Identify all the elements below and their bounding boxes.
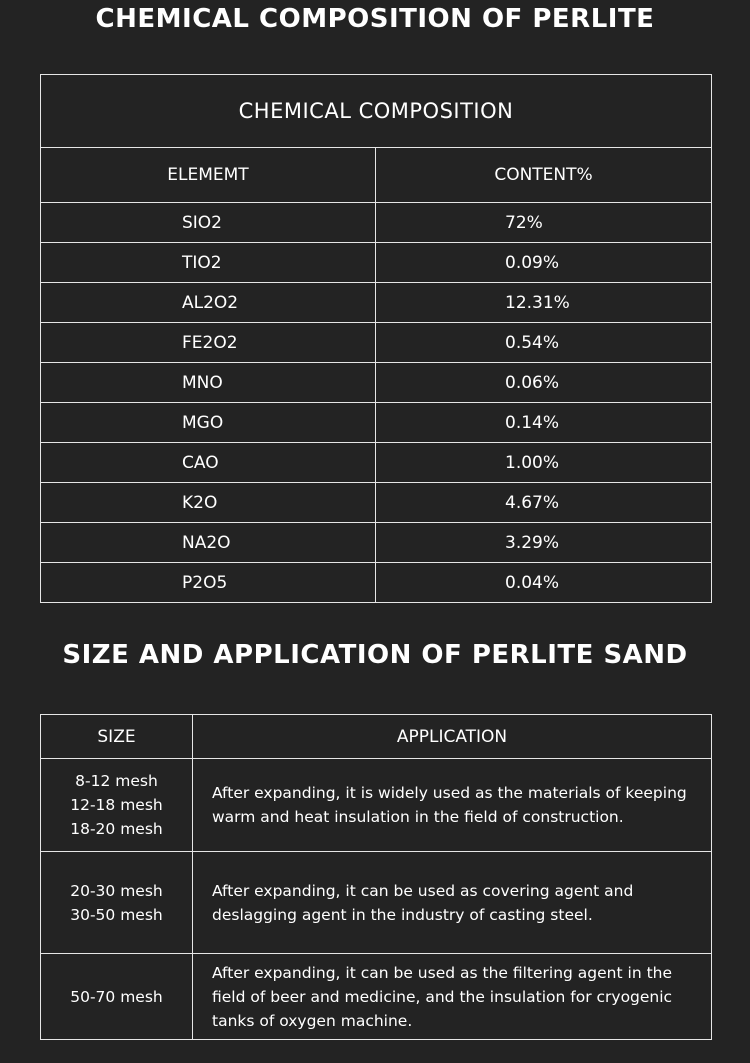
table-row (41, 483, 712, 523)
table-row (41, 403, 712, 443)
content-cell: 0.04% (376, 563, 712, 603)
table-row (41, 283, 712, 323)
content-cell: 0.54% (376, 323, 712, 363)
element-cell: K2O (41, 483, 376, 523)
application-cell: After expanding, it can be used as the filtering agent in the field of beer and medicine, and the insulation for cryogenic tanks of oxygen machine. (193, 954, 712, 1040)
composition-table-caption: CHEMICAL COMPOSITION (41, 75, 712, 148)
application-cell: After expanding, it is widely used as the materials of keeping warm and heat insulation in the field of construction. (193, 759, 712, 852)
element-cell: FE2O2 (41, 323, 376, 363)
content-cell: 1.00% (376, 443, 712, 483)
application-column-header: APPLICATION (193, 715, 712, 759)
mesh-size: 20-30 mesh (70, 881, 163, 900)
content-cell: 0.06% (376, 363, 712, 403)
table-row (41, 203, 712, 243)
mesh-size: 8-12 mesh (75, 772, 158, 790)
content-cell: 12.31% (376, 283, 712, 323)
element-cell: NA2O (41, 523, 376, 563)
table-row (41, 759, 712, 852)
size-cell (41, 954, 193, 1040)
element-cell: AL2O2 (41, 283, 376, 323)
table-row (41, 443, 712, 483)
mesh-size: 30-50 mesh (70, 905, 163, 924)
table-row (41, 523, 712, 563)
element-cell: MGO (41, 403, 376, 443)
content-column-header: CONTENT% (376, 148, 712, 203)
element-cell: TIO2 (41, 243, 376, 283)
table-row (41, 563, 712, 603)
mesh-size: 18-20 mesh (70, 820, 163, 838)
table-row (41, 852, 712, 954)
content-cell: 72% (376, 203, 712, 243)
table-row (41, 954, 712, 1040)
composition-title: CHEMICAL COMPOSITION OF PERLITE (95, 4, 655, 34)
content-cell: 4.67% (376, 483, 712, 523)
size-column-header: SIZE (41, 715, 193, 759)
table-row (41, 363, 712, 403)
content-cell: 0.14% (376, 403, 712, 443)
table-row (41, 243, 712, 283)
table-row (41, 323, 712, 363)
element-cell: P2O5 (41, 563, 376, 603)
content-cell: 3.29% (376, 523, 712, 563)
element-cell: SIO2 (41, 203, 376, 243)
application-cell: After expanding, it can be used as covering agent and deslagging agent in the industry of casting steel. (193, 852, 712, 954)
application-table (40, 714, 712, 1040)
element-cell: CAO (41, 443, 376, 483)
content-cell: 0.09% (376, 243, 712, 283)
size-cell (41, 759, 193, 852)
size-cell (41, 852, 193, 954)
element-cell: MNO (41, 363, 376, 403)
element-column-header: ELEMEMT (41, 148, 376, 203)
composition-table (40, 74, 712, 603)
mesh-size: 50-70 mesh (70, 987, 163, 1006)
mesh-size: 12-18 mesh (70, 796, 163, 814)
application-title: SIZE AND APPLICATION OF PERLITE SAND (62, 640, 688, 670)
